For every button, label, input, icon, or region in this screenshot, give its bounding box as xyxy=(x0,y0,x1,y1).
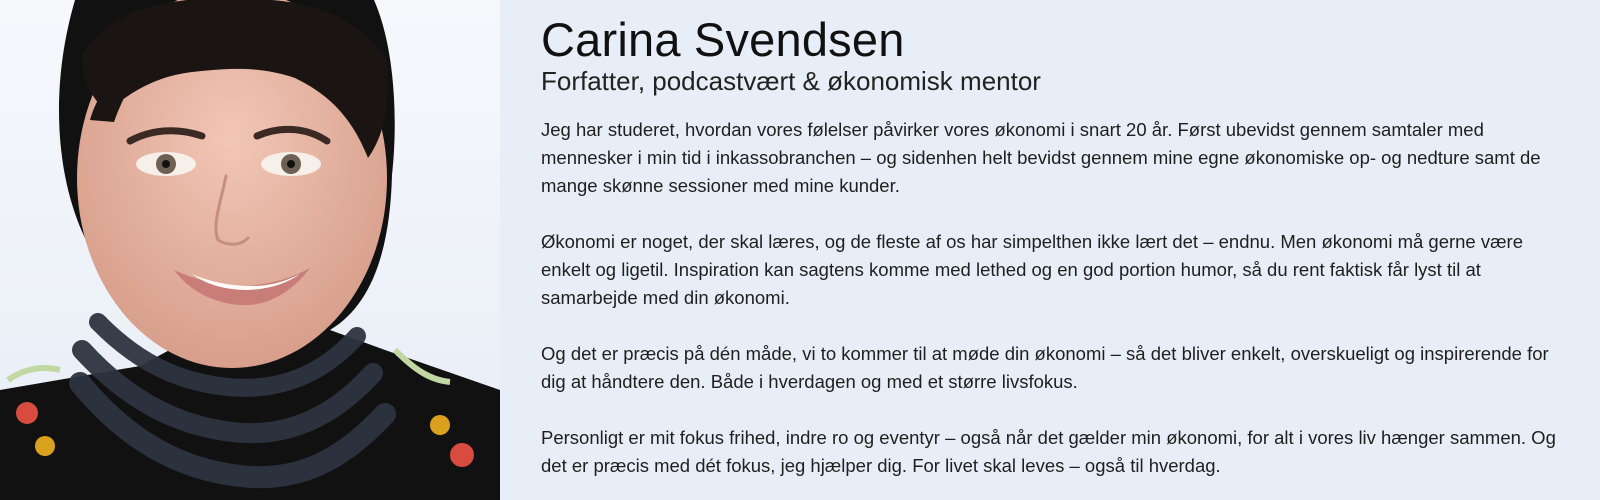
profile-name: Carina Svendsen xyxy=(541,13,905,66)
profile-bio xyxy=(541,116,1571,480)
bio-paragraph-1: Jeg har studeret, hvordan vores følelser påvirker vores økonomi i snart 20 år. Først ubevidst gennem samtaler med mennesker i min tid i inkassobranchen – og sidenhen helt bevidst gennem mine egne økonomiske op- og nedture samt de mange skønne sessioner med mine kunder. xyxy=(541,119,1541,196)
bio-paragraph-2: Økonomi er noget, der skal læres, og de fleste af os har simpelthen ikke lært det – endnu. Men økonomi må gerne være enkelt og ligetil. Inspiration kan sagtens komme med lethed og en god portion humor, så du rent faktisk får lyst til at samarbejde med din økonomi. xyxy=(541,231,1524,308)
portrait-photo xyxy=(0,0,500,500)
profile-subtitle: Forfatter, podcastvært & økonomisk mentor xyxy=(541,66,1041,96)
bio-paragraph-3: Og det er præcis på dén måde, vi to kommer til at møde din økonomi – så det bliver enkelt, overskueligt og inspirerende for dig at håndtere den. Både i hverdagen og med et større livsfokus. xyxy=(541,343,1549,392)
profile-content xyxy=(541,14,1571,480)
bio-paragraph-4: Personligt er mit fokus frihed, indre ro og eventyr – også når det gælder min økonomi, for alt i vores liv hænger sammen. Og det er præcis med dét fokus, jeg hjælper dig. For livet skal leves – også til hverdag. xyxy=(541,427,1556,476)
